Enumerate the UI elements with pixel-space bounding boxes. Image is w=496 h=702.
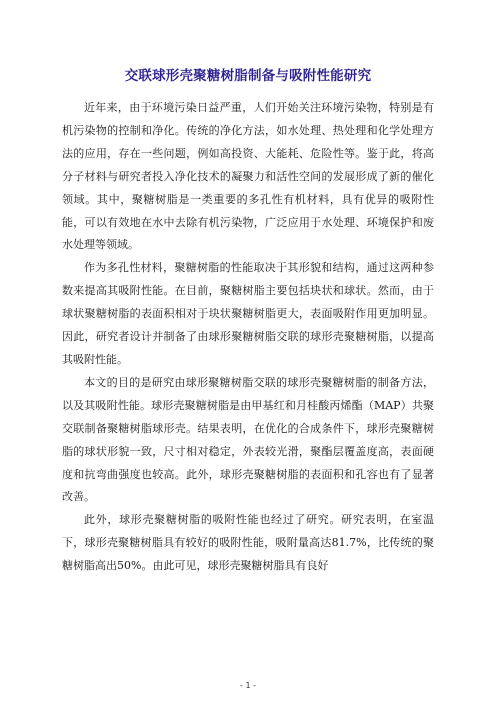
paragraph-3: 本文的目的是研究由球形聚糖树脂交联的球形壳聚糖树脂的制备方法，以及其吸附性能。球形壳聚糖树脂是由甲基红和月桂酸丙烯酯（MAP）共聚交联制备聚糖树脂球形壳。结果表明，在优化的合成条件下，球形壳聚糖树脂的球状形貌一致，尺寸相对稳定，外表较光滑，聚酯层覆盖度高，表面硬度和抗弯曲强度也较高。此外，球形壳聚糖树脂的表面积和孔容也有了显著改善。 <box>62 375 434 504</box>
paragraph-4: 此外，球形壳聚糖树脂的吸附性能也经过了研究。研究表明，在室温下，球形壳聚糖树脂具有较好的吸附性能，吸附量高达81.7%，比传统的聚糖树脂高出50%。由此可见，球形壳聚糖树脂具有良好 <box>62 513 434 573</box>
paragraph-2: 作为多孔性材料，聚糖树脂的性能取决于其形貌和结构，通过这两种参数来提高其吸附性能。在目前，聚糖树脂主要包括块状和球状。然而，由于球状聚糖树脂的表面积相对于块状聚糖树脂更大，表面吸附作用更加明显。因此，研究者设计并制备了由球形聚糖树脂交联的球形壳聚糖树脂，以提高其吸附性能。 <box>62 261 434 366</box>
document-body <box>62 97 434 578</box>
page-number: - 1 - <box>240 681 256 690</box>
paragraph-1: 近年来，由于环境污染日益严重，人们开始关注环境污染物，特别是有机污染物的控制和净化。传统的净化方法，如水处理、热处理和化学处理方法的应用，存在一些问题，例如高投资、大能耗、危险性等。鉴于此，将高分子材料与研究者投入净化技术的凝聚力和活性空间的发展形成了新的催化领域。其中，聚糖树脂是一类重要的多孔性有机材料，具有优异的吸附性能，可以有效地在水中去除有机污染物，广泛应用于水处理、环境保护和废水处理等领域。 <box>62 101 434 252</box>
document-title: 交联球形壳聚糖树脂制备与吸附性能研究 <box>124 68 372 84</box>
